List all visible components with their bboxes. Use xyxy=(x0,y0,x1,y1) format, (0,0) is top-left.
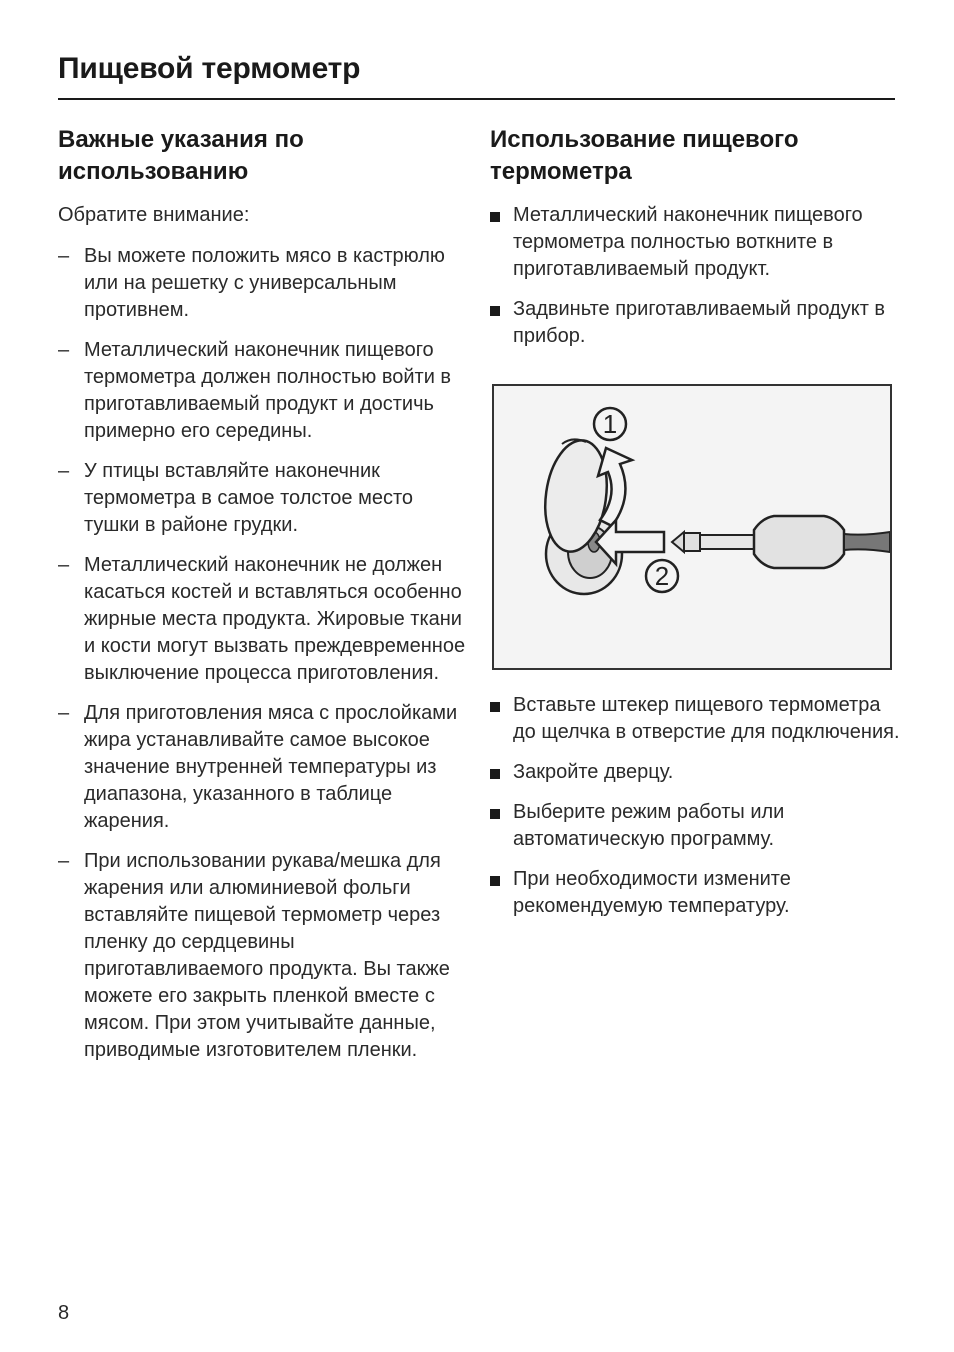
square-bullet-icon xyxy=(490,809,500,819)
left-intro: Обратите внимание: xyxy=(58,204,250,226)
list-item xyxy=(490,202,900,283)
list-item-text: Закройте дверцу. xyxy=(513,761,674,783)
square-bullet-icon xyxy=(490,212,500,222)
left-heading: Важные указания по использованию xyxy=(58,126,304,185)
list-item xyxy=(58,848,468,1064)
right-column xyxy=(490,124,900,363)
right-steps-after xyxy=(490,692,900,920)
list-item xyxy=(490,866,900,920)
square-bullet-icon xyxy=(490,702,500,712)
list-item xyxy=(490,759,900,786)
list-item-text: Вставьте штекер пищевого термометра до щелчка в отверстие для подключения. xyxy=(513,694,900,743)
dash-mark: – xyxy=(58,702,70,724)
list-item xyxy=(58,337,468,445)
dash-mark: – xyxy=(58,850,70,872)
list-item-text: Вы можете положить мясо в кастрюлю или на решетку с универсальным противнем. xyxy=(84,245,445,321)
list-item-text: Для приготовления мяса с прослойками жира устанавливайте самое высокое значение внутренней температуры из диапазона, указанного в таблице жарения. xyxy=(84,702,458,832)
list-item xyxy=(58,243,468,324)
dash-mark: – xyxy=(58,245,70,267)
list-item-text: У птицы вставляйте наконечник термометра в самое толстое место тушки в районе грудки. xyxy=(84,460,414,536)
dash-mark: – xyxy=(58,554,70,576)
page-number: 8 xyxy=(58,1302,70,1324)
square-bullet-icon xyxy=(490,769,500,779)
plug-icon xyxy=(672,516,890,568)
left-dash-list xyxy=(58,243,468,1064)
list-item-text: Металлический наконечник пищевого термометра полностью воткните в приготавливаемый продукт. xyxy=(513,204,863,280)
list-item-text: При необходимости измените рекомендуемую температуру. xyxy=(513,868,791,917)
page-title: Пищевой термометр xyxy=(58,52,361,85)
list-item-text: Выберите режим работы или автоматическую программу. xyxy=(513,801,785,850)
list-item-text: При использовании рукава/мешка для жарения или алюминиевой фольги вставляйте пищевой термометр через пленку до сердцевины приготавливаемого продукта. Вы также можете его закрыть пленкой вместе с мясом. При этом учитывайте данные, приводимые изготовителем пленки. xyxy=(84,850,450,1061)
thermometer-illustration xyxy=(492,384,892,670)
list-item xyxy=(490,296,900,350)
right-heading: Использование пищевого термометра xyxy=(490,126,799,185)
list-item xyxy=(58,552,468,687)
list-item xyxy=(490,799,900,853)
square-bullet-icon xyxy=(490,306,500,316)
left-column xyxy=(58,124,468,1077)
title-rule xyxy=(58,98,895,100)
dash-mark: – xyxy=(58,460,70,482)
dash-mark: – xyxy=(58,339,70,361)
right-steps-after-wrap xyxy=(490,692,900,933)
right-steps-before xyxy=(490,202,900,350)
list-item-text: Металлический наконечник пищевого термометра должен полностью войти в приготавливаемый продукт и достичь примерно его середины. xyxy=(84,339,452,442)
list-item xyxy=(58,700,468,835)
list-item xyxy=(490,692,900,746)
svg-text:1: 1 xyxy=(602,409,618,439)
square-bullet-icon xyxy=(490,876,500,886)
step-1-label xyxy=(594,408,626,440)
list-item xyxy=(58,458,468,539)
list-item-text: Задвиньте приготавливаемый продукт в прибор. xyxy=(513,298,886,347)
step-2-label xyxy=(646,560,678,592)
list-item-text: Металлический наконечник не должен касаться костей и вставляться особенно жирные места продукта. Жировые ткани и кости могут вызвать преждевременное выключение процесса приготовления. xyxy=(84,554,466,684)
svg-text:2: 2 xyxy=(654,561,670,591)
